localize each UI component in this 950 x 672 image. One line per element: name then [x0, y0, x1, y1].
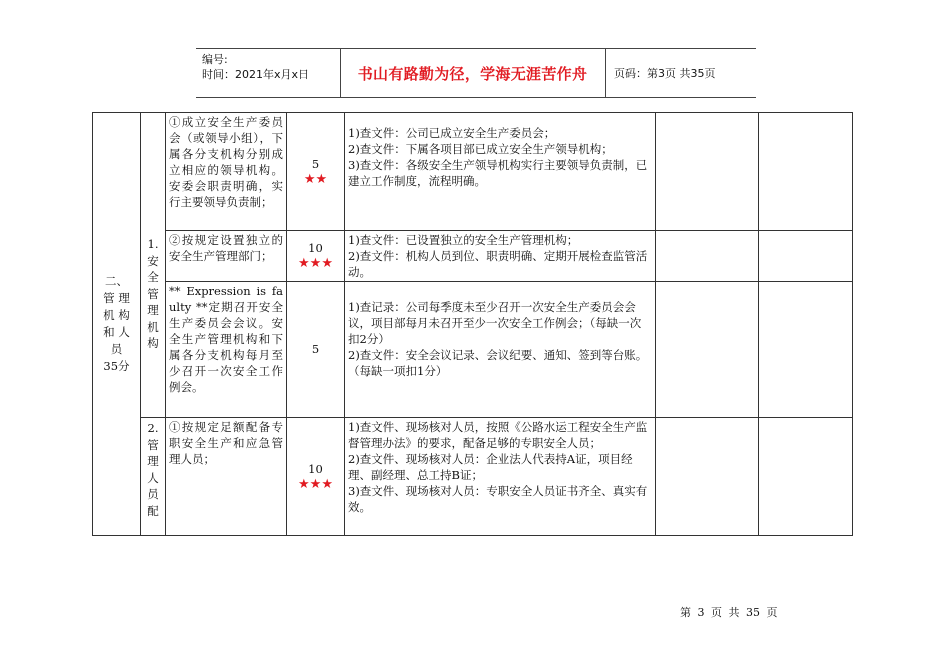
method-cell — [345, 418, 656, 536]
category-text: 管 理 — [103, 291, 130, 305]
number-label: 编号: — [202, 53, 228, 66]
method-line: 3)查文件：各级安全生产领导机构实行主要领导负责制，已建立工作制度，流程明确。 — [348, 158, 648, 188]
score-value: 5 — [311, 156, 320, 171]
table-row — [93, 113, 853, 231]
score-cell — [287, 418, 345, 536]
score-value: 10 — [308, 461, 323, 476]
subcategory-cell — [141, 418, 166, 536]
method-line: 1)查文件：公司已成立安全生产委员会； — [348, 126, 556, 140]
subcategory-title: 1.安全管理机构 — [147, 237, 159, 351]
method-cell — [345, 231, 656, 282]
method-line: 1)查文件：已设置独立的安全生产管理机构； — [348, 233, 579, 247]
header-left — [202, 52, 309, 82]
score-cell — [287, 282, 345, 418]
method-line: 2)查文件、现场核对人员：企业法人代表持A证，项目经理、副经理、总工持B证； — [348, 452, 633, 482]
score-cell — [287, 231, 345, 282]
empty-cell — [656, 418, 759, 536]
category-text: 和 人 — [103, 325, 130, 339]
category-text: 员 — [110, 342, 123, 356]
subcategory-cell — [141, 113, 166, 418]
category-text: 二、 — [105, 274, 128, 288]
category-text: 机 构 — [103, 308, 130, 322]
star-rating-icon: ★★ — [303, 171, 328, 187]
category-cell — [93, 113, 141, 536]
empty-cell — [759, 113, 853, 231]
empty-cell — [759, 231, 853, 282]
empty-cell — [656, 282, 759, 418]
star-rating-icon: ★★★ — [298, 256, 333, 271]
method-line: 2)查文件：安全会议记录、会议纪要、通知、签到等台账。（每缺一项扣1分） — [348, 348, 648, 378]
header-motto: 书山有路勤为径，学海无涯苦作舟 — [357, 64, 588, 83]
time-label: 时间：2021年x月x日 — [202, 68, 310, 81]
star-rating-icon: ★★★ — [298, 476, 333, 492]
table-row — [93, 418, 853, 536]
standard-cell: ①按规定足额配备专职安全生产和应急管理人员； — [166, 418, 287, 536]
standard-cell: ** Expression is faulty **定期召开安全生产委员会会议。安全生产管理机构和下属各分支机构每月至少召开一次安全工作例会。 — [166, 282, 287, 418]
method-line: 1)查文件、现场核对人员，按照《公路水运工程安全生产监督管理办法》的要求，配备足够的专职安全人员； — [348, 420, 648, 450]
category-text: 35分 — [103, 359, 130, 373]
method-line: 3)查文件、现场核对人员：专职安全人员证书齐全、真实有效。 — [348, 484, 648, 514]
empty-cell — [759, 282, 853, 418]
method-line: 2)查文件：下属各项目部已成立安全生产领导机构； — [348, 142, 613, 156]
table-row — [93, 231, 853, 282]
method-line: 1)查记录：公司每季度未至少召开一次安全生产委员会会议，项目部每月未召开至少一次安全工作例会；（每缺一次扣2分） — [348, 300, 642, 346]
page-footer: 第 3 页 共 35 页 — [680, 606, 778, 619]
score-cell — [287, 113, 345, 231]
empty-cell — [656, 231, 759, 282]
evaluation-table — [92, 112, 853, 536]
table-row — [93, 282, 853, 418]
empty-cell — [759, 418, 853, 536]
subcategory-title: 2.管理人员配 — [147, 421, 159, 518]
method-cell — [345, 113, 656, 231]
score-value: 5 — [311, 342, 320, 356]
standard-cell: ①成立安全生产委员会（或领导小组），下属各分支机构分别成立相应的领导机构。安委会职责明确，实行主要领导负责制； — [166, 113, 287, 231]
method-cell — [345, 282, 656, 418]
header-divider — [605, 49, 606, 97]
header-page-info: 页码：第3页 共35页 — [614, 67, 716, 80]
method-line: 2)查文件：机构人员到位、职责明确、定期开展检查监管活动。 — [348, 249, 648, 279]
empty-cell — [656, 113, 759, 231]
standard-cell: ②按规定设置独立的安全生产管理部门； — [166, 231, 287, 282]
page-header — [196, 48, 756, 98]
score-value: 10 — [308, 241, 323, 255]
